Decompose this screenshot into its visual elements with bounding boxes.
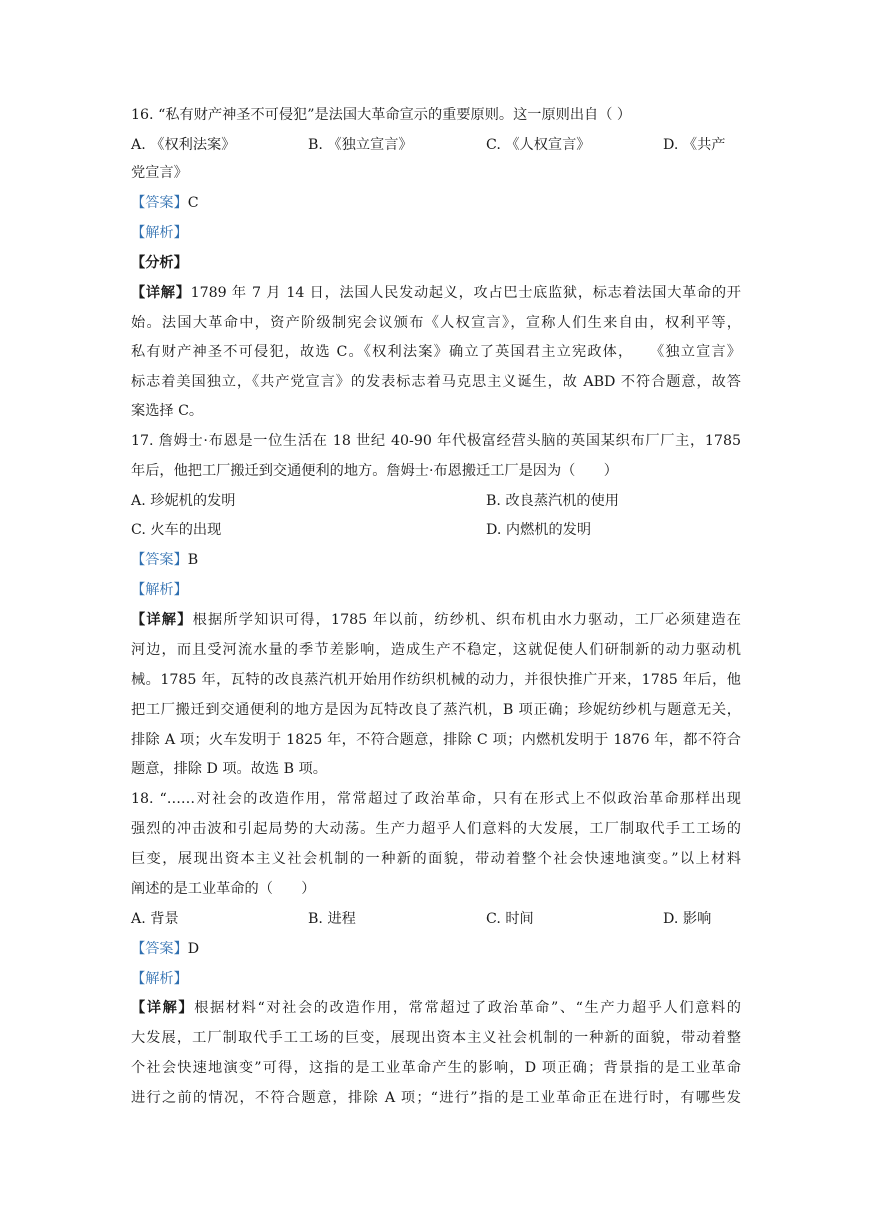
q16-detail-line: 私有财产神圣不可侵犯，故选 C。《权利法案》确立了英国君主立宪政体， 《独立宣言》 — [131, 344, 741, 360]
q18-detail-line: 【详解】根据材料“对社会的改造作用，常常超过了政治革命”、“生产力超乎人们意料的 — [131, 1000, 741, 1016]
q16-option-b: B. 《独立宣言》 — [308, 137, 413, 153]
q16-option-d-cont: 党宣言》 — [131, 165, 188, 181]
q17-answer — [131, 550, 198, 570]
answer-tag: 【答案】 — [131, 195, 188, 211]
q18-stem-line: 巨变，展现出资本主义社会机制的一种新的面貌，带动着整个社会快速地演变。”以上材料 — [131, 851, 741, 867]
q18-answer — [131, 939, 199, 959]
q17-detail-line: 题意，排除 D 项。故选 B 项。 — [131, 761, 327, 777]
q17-option-d: D. 内燃机的发明 — [486, 522, 592, 538]
q16-option-a: A. 《权利法案》 — [131, 137, 236, 153]
q18-option-c: C. 时间 — [486, 911, 534, 927]
q18-detail-line: 大发展，工厂制取代手工工场的巨变，展现出资本主义社会机制的一种新的面貌，带动着整 — [131, 1030, 741, 1046]
q17-detail-line: 河边，而且受河流水量的季节差影响，造成生产不稳定，这就促使人们研制新的动力驱动机 — [131, 642, 741, 658]
q18-detail-line: 进行之前的情况，不符合题意，排除 A 项；“进行”指的是工业革命正在进行时，有哪些发 — [131, 1090, 741, 1106]
q16-option-d: D. 《共产 — [663, 137, 726, 153]
answer-value: C — [187, 195, 199, 211]
q16-detail-line: 始。法国大革命中，资产阶级制宪会议颁布《人权宣言》，宣称人们生来自由，权利平等， — [131, 315, 741, 331]
answer-tag: 【答案】 — [131, 941, 188, 957]
q16-fenxi-tag: 【分析】 — [131, 255, 188, 271]
q17-stem-line: 年后，他把工厂搬迁到交通便利的地方。詹姆士·布恩搬迁工厂是因为（ ） — [131, 463, 618, 479]
q18-analysis-tag: 【解析】 — [131, 971, 188, 987]
q18-option-a: A. 背景 — [131, 911, 179, 927]
q17-detail-line: 排除 A 项；火车发明于 1825 年，不符合题意，排除 C 项；内燃机发明于 1876 年，都不符合 — [131, 732, 741, 748]
q16-stem: 16. “私有财产神圣不可侵犯”是法国大革命宣示的重要原则。这一原则出自（ ） — [131, 107, 632, 123]
q18-stem-line: 阐述的是工业革命的（ ） — [131, 881, 316, 897]
q18-stem-line: 强烈的冲击波和引起局势的大动荡。生产力超乎人们意料的大发展，工厂制取代手工工场的 — [131, 821, 741, 837]
detail-tag: 【详解】 — [131, 1000, 195, 1016]
q16-answer — [131, 193, 199, 213]
q18-detail-line: 个社会快速地演变”可得，这指的是工业革命产生的影响，D 项正确；背景指的是工业革命 — [131, 1060, 741, 1076]
q16-detail-line: 案选择 C。 — [131, 403, 204, 419]
detail-tag: 【详解】 — [131, 612, 193, 628]
answer-tag: 【答案】 — [131, 552, 188, 568]
q18-option-d: D. 影响 — [663, 911, 712, 927]
q16-detail-line: 标志着美国独立，《共产党宣言》的发表标志着马克思主义诞生，故 ABD 不符合题意，故答 — [131, 374, 741, 390]
q16-analysis-tag: 【解析】 — [131, 225, 188, 241]
q18-stem-line: 18. “……对社会的改造作用，常常超过了政治革命，只有在形式上不似政治革命那样出现 — [131, 791, 741, 807]
q17-option-b: B. 改良蒸汽机的使用 — [486, 493, 619, 509]
q17-detail-line: 【详解】根据所学知识可得，1785 年以前，纺纱机、织布机由水力驱动，工厂必须建造在 — [131, 612, 741, 628]
answer-value: B — [187, 552, 199, 568]
q16-option-c: C. 《人权宣言》 — [486, 137, 591, 153]
q17-stem-line: 17. 詹姆士·布恩是一位生活在 18 世纪 40-90 年代极富经营头脑的英国某织布厂厂主，1785 — [131, 433, 741, 449]
answer-value: D — [187, 941, 200, 957]
q17-option-c: C. 火车的出现 — [131, 522, 222, 538]
q18-option-b: B. 进程 — [308, 911, 356, 927]
q17-option-a: A. 珍妮机的发明 — [131, 493, 236, 509]
q17-detail-line: 把工厂搬迁到交通便利的地方是因为瓦特改良了蒸汽机，B 项正确；珍妮纺纱机与题意无关， — [131, 702, 741, 718]
q17-analysis-tag: 【解析】 — [131, 582, 188, 598]
q17-detail-line: 械。1785 年，瓦特的改良蒸汽机开始用作纺织机械的动力，并很快推广开来，1785 年后，他 — [131, 672, 741, 688]
detail-tag: 【详解】 — [131, 285, 191, 301]
q16-detail-line: 【详解】1789 年 7 月 14 日，法国人民发动起义，攻占巴士底监狱，标志着法国大革命的开 — [131, 285, 741, 301]
